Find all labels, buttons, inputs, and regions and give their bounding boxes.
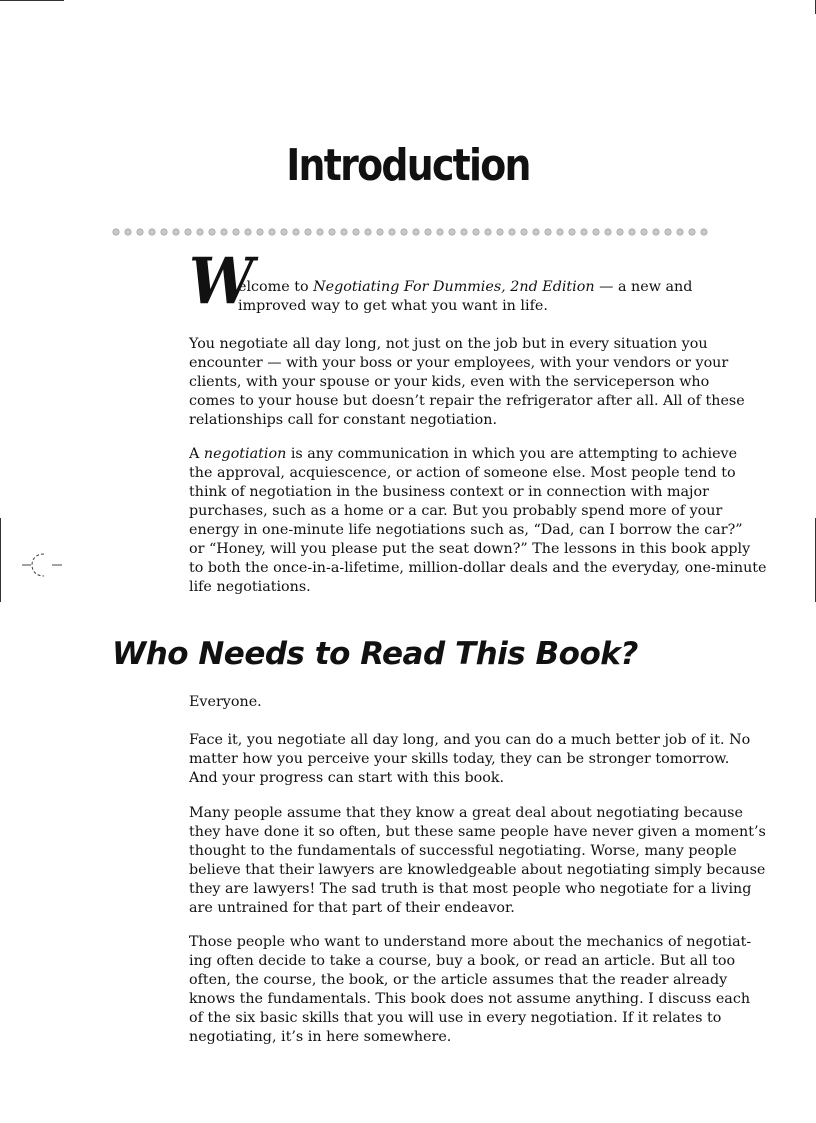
text-line: the approval, acquiescence, or action of someone else. Most people tend to: [189, 465, 736, 481]
crop-mark-top-left: [0, 0, 64, 1]
rule-dot: [665, 229, 671, 235]
paragraph-those-people: [189, 933, 752, 1047]
rule-dot: [641, 229, 647, 235]
rule-dot: [125, 229, 131, 235]
text-line: think of negotiation in the business context or in connection with major: [189, 484, 709, 500]
rule-dot: [677, 229, 683, 235]
rule-dot: [461, 229, 467, 235]
rule-dot: [209, 229, 215, 235]
rule-dot: [377, 229, 383, 235]
rule-dot: [521, 229, 527, 235]
text-line: energy in one-minute life negotiations such as, “Dad, can I borrow the car?”: [189, 522, 743, 538]
rule-dot: [137, 229, 143, 235]
rule-dot: [653, 229, 659, 235]
rule-dot: [353, 229, 359, 235]
margin-bar-left: [0, 518, 1, 602]
rule-dot: [221, 229, 227, 235]
rule-dot: [389, 229, 395, 235]
rule-dot: [293, 229, 299, 235]
text-line: And your progress can start with this book.: [189, 770, 505, 786]
text-line: clients, with your spouse or your kids, even with the serviceperson who: [189, 374, 710, 390]
rule-dot: [341, 229, 347, 235]
text-line: knows the fundamentals. This book does not assume anything. I discuss each: [189, 991, 751, 1007]
text-line: of the six basic skills that you will use in every negotiation. If it relates to: [189, 1010, 722, 1026]
rule-dot: [185, 229, 191, 235]
text-line: matter how you perceive your skills today, they can be stronger tomorrow.: [189, 751, 730, 767]
chapter-title: Introduction: [286, 140, 530, 191]
rule-dot: [557, 229, 563, 235]
rule-dot: [425, 229, 431, 235]
paragraph-many-people: [189, 804, 766, 918]
rule-dot: [281, 229, 287, 235]
rule-dot: [509, 229, 515, 235]
paragraph-face-it: [189, 731, 751, 788]
rule-dot: [413, 229, 419, 235]
text-line: You negotiate all day long, not just on the job but in every situation you: [189, 336, 708, 352]
rule-dot: [365, 229, 371, 235]
rule-dot: [161, 229, 167, 235]
text-line: negotiating, it’s in here somewhere.: [189, 1029, 452, 1045]
registration-mark-icon: [22, 551, 64, 579]
text-line: are untrained for that part of their endeavor.: [189, 900, 515, 916]
text-line: Face it, you negotiate all day long, and you can do a much better job of it. No: [189, 732, 751, 748]
text-line: often, the course, the book, or the article assumes that the reader already: [189, 972, 728, 988]
rule-dot: [533, 229, 539, 235]
paragraph-definition: [189, 445, 767, 597]
drop-cap: W: [189, 244, 249, 319]
intro-line: improved way to get what you want in life.: [238, 298, 548, 314]
rule-dot: [617, 229, 623, 235]
text-line: or “Honey, will you please put the seat down?” The lessons in this book apply: [189, 541, 751, 557]
text-line: they are lawyers! The sad truth is that most people who negotiate for a living: [189, 881, 752, 897]
paragraph-everyone: [189, 693, 714, 712]
text-run: is any communication in which you are attempting to achieve: [286, 446, 738, 462]
rule-dot: [317, 229, 323, 235]
rule-dot: [401, 229, 407, 235]
intro-paragraph: [238, 278, 718, 316]
rule-dot: [593, 229, 599, 235]
text-line: life negotiations.: [189, 579, 311, 595]
dotted-rule: [112, 227, 712, 237]
rule-dot: [629, 229, 635, 235]
text-line: ing often decide to take a course, buy a book, or read an article. But all too: [189, 953, 736, 969]
text-line: Those people who want to understand more about the mechanics of negotiat-: [189, 934, 752, 950]
rule-dot: [329, 229, 335, 235]
rule-dot: [173, 229, 179, 235]
rule-dot: [233, 229, 239, 235]
rule-dot: [605, 229, 611, 235]
rule-dot: [569, 229, 575, 235]
text-line: thought to the fundamentals of successful negotiating. Worse, many people: [189, 843, 737, 859]
text-line: Many people assume that they know a great deal about negotiating because: [189, 805, 743, 821]
text-line: Everyone.: [189, 694, 262, 710]
rule-dot: [437, 229, 443, 235]
intro-text: elcome to: [238, 279, 314, 295]
text-line: purchases, such as a home or a car. But you probably spend more of your: [189, 503, 723, 519]
intro-text: — a new and: [594, 279, 693, 295]
text-line: to both the once-in-a-lifetime, million-dollar deals and the everyday, one-minute: [189, 560, 767, 576]
text-line: comes to your house but doesn’t repair the refrigerator after all. All of these: [189, 393, 745, 409]
text-line: relationships call for constant negotiation.: [189, 412, 498, 428]
rule-dot: [485, 229, 491, 235]
rule-dot: [689, 229, 695, 235]
rule-dot: [245, 229, 251, 235]
rule-dot: [113, 229, 119, 235]
text-line: believe that their lawyers are knowledgeable about negotiating simply because: [189, 862, 766, 878]
defined-term: negotiation: [203, 446, 287, 462]
text-line: they have done it so often, but these same people have never given a moment’s: [189, 824, 766, 840]
rule-dot: [197, 229, 203, 235]
rule-dot: [257, 229, 263, 235]
text-line: encounter — with your boss or your employees, with your vendors or your: [189, 355, 729, 371]
rule-dot: [269, 229, 275, 235]
rule-dot: [497, 229, 503, 235]
text-run: A: [189, 446, 204, 462]
paragraph-negotiate-all-day: [189, 335, 745, 430]
rule-dot: [473, 229, 479, 235]
rule-dot: [581, 229, 587, 235]
rule-dot: [305, 229, 311, 235]
book-title: Negotiating For Dummies, 2nd Edition: [313, 279, 595, 295]
rule-dot: [149, 229, 155, 235]
rule-dot: [449, 229, 455, 235]
rule-dot: [545, 229, 551, 235]
section-heading: Who Needs to Read This Book?: [112, 636, 638, 672]
rule-dot: [701, 229, 707, 235]
